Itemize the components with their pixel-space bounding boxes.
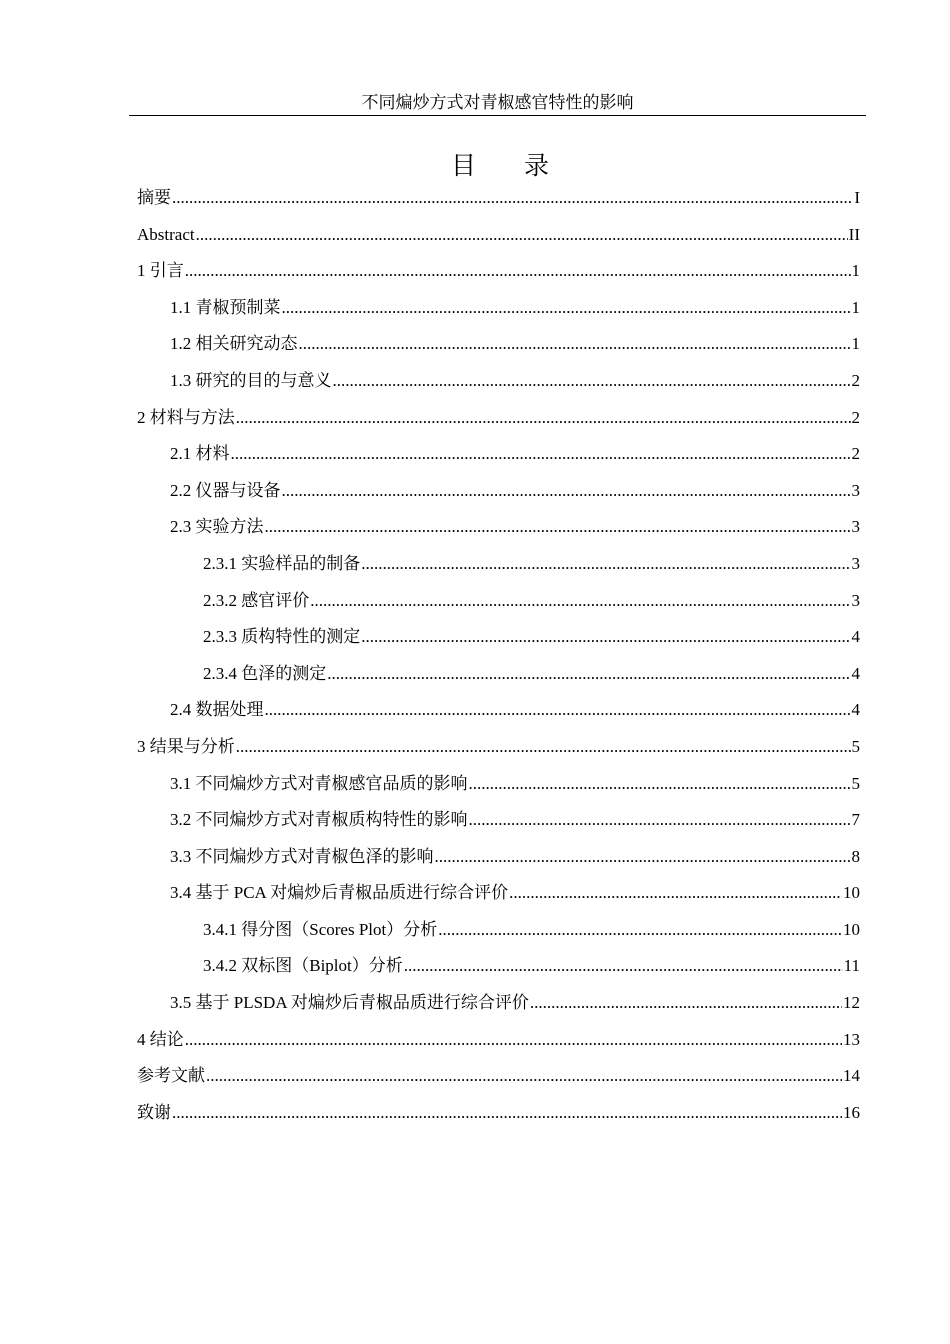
- toc-entry-page: 4: [851, 663, 860, 683]
- toc-entry-label: 2.3.2 感官评价: [203, 590, 310, 610]
- toc-entry[interactable]: [137, 808, 860, 845]
- toc-entry[interactable]: [137, 845, 860, 882]
- dot-leader: [196, 223, 848, 247]
- toc-entry[interactable]: [137, 772, 860, 809]
- toc-entry-page: 2: [851, 407, 860, 427]
- toc-entry[interactable]: [137, 1064, 860, 1101]
- dot-leader: [327, 662, 850, 686]
- toc-entry[interactable]: [137, 186, 860, 223]
- dot-leader: [236, 406, 851, 430]
- toc-entry-label: 2.3.4 色泽的测定: [203, 663, 327, 683]
- toc-entry-label: Abstract: [137, 224, 195, 244]
- dot-leader: [469, 772, 851, 796]
- toc-entry[interactable]: [137, 1101, 860, 1138]
- toc-entry-label: 2.1 材料: [170, 444, 230, 464]
- toc-entry-label: 2 材料与方法: [137, 407, 235, 427]
- dot-leader: [435, 845, 851, 869]
- toc-entry[interactable]: [137, 296, 860, 333]
- toc-entry[interactable]: [137, 881, 860, 918]
- toc-entry-label: 1.2 相关研究动态: [170, 334, 298, 354]
- dot-leader: [469, 808, 851, 832]
- toc-entry[interactable]: [137, 369, 860, 406]
- toc-title: [0, 146, 950, 182]
- toc-entry-label: 3.5 基于 PLSDA 对煸炒后青椒品质进行综合评价: [170, 993, 529, 1013]
- toc-title-char: 目: [450, 151, 476, 180]
- toc-entry-label: 3.3 不同煸炒方式对青椒色泽的影响: [170, 846, 434, 866]
- table-of-contents: [137, 186, 860, 1137]
- toc-entry[interactable]: [137, 954, 860, 991]
- toc-entry-page: 7: [851, 810, 860, 830]
- toc-entry[interactable]: [137, 735, 860, 772]
- toc-entry-label: 3.4 基于 PCA 对煸炒后青椒品质进行综合评价: [170, 883, 509, 903]
- toc-entry-label: 3 结果与分析: [137, 736, 235, 756]
- toc-entry-label: 摘要: [137, 188, 171, 207]
- toc-entry-page: 3: [851, 480, 860, 500]
- toc-entry-page: 1: [851, 334, 860, 354]
- dot-leader: [530, 991, 842, 1015]
- toc-entry[interactable]: [137, 332, 860, 369]
- toc-entry-page: 3: [851, 553, 860, 573]
- dot-leader: [361, 625, 850, 649]
- dot-leader: [404, 954, 843, 978]
- toc-entry-page: 10: [843, 919, 860, 939]
- dot-leader: [236, 735, 851, 759]
- dot-leader: [265, 515, 851, 539]
- toc-title-char: 录: [524, 151, 550, 180]
- header-rule: [129, 115, 866, 116]
- toc-entry-page: 16: [843, 1102, 860, 1122]
- dot-leader: [172, 186, 853, 210]
- toc-entry-page: I: [854, 188, 860, 207]
- toc-entry-page: 5: [851, 773, 860, 793]
- toc-entry[interactable]: [137, 1028, 860, 1065]
- dot-leader: [185, 259, 851, 283]
- toc-entry-page: 5: [851, 736, 860, 756]
- dot-leader: [231, 442, 851, 466]
- toc-entry-page: 2: [851, 444, 860, 464]
- dot-leader: [172, 1101, 842, 1125]
- toc-entry-page: 12: [843, 993, 860, 1013]
- toc-entry-label: 1 引言: [137, 261, 184, 281]
- toc-entry[interactable]: [137, 589, 860, 626]
- toc-entry-page: 10: [843, 883, 860, 903]
- running-header: 不同煸炒方式对青椒感官特性的影响: [361, 93, 634, 112]
- toc-entry-label: 3.1 不同煸炒方式对青椒感官品质的影响: [170, 773, 468, 793]
- toc-entry[interactable]: [137, 698, 860, 735]
- dot-leader: [282, 296, 851, 320]
- toc-entry-label: 2.3 实验方法: [170, 517, 264, 537]
- toc-entry[interactable]: [137, 479, 860, 516]
- toc-entry-label: 1.3 研究的目的与意义: [170, 370, 332, 390]
- toc-entry[interactable]: [137, 259, 860, 296]
- dot-leader: [265, 698, 851, 722]
- toc-entry-label: 2.4 数据处理: [170, 700, 264, 720]
- dot-leader: [333, 369, 851, 393]
- toc-entry[interactable]: [137, 406, 860, 443]
- toc-entry-page: 1: [851, 297, 860, 317]
- toc-entry[interactable]: [137, 625, 860, 662]
- toc-entry-page: II: [848, 224, 860, 244]
- toc-entry-page: 2: [851, 370, 860, 390]
- toc-entry-page: 1: [851, 261, 860, 281]
- toc-entry-page: 13: [843, 1029, 860, 1049]
- toc-entry[interactable]: [137, 223, 860, 260]
- toc-entry-label: 致谢: [137, 1102, 171, 1122]
- toc-entry-page: 14: [843, 1066, 860, 1086]
- dot-leader: [310, 589, 850, 613]
- toc-entry[interactable]: [137, 515, 860, 552]
- toc-entry-label: 2.3.3 质构特性的测定: [203, 627, 361, 647]
- dot-leader: [282, 479, 851, 503]
- toc-entry-label: 3.4.2 双标图（Biplot）分析: [203, 956, 403, 976]
- toc-entry-page: 4: [851, 627, 860, 647]
- toc-entry[interactable]: [137, 552, 860, 589]
- dot-leader: [185, 1028, 842, 1052]
- toc-entry-label: 3.2 不同煸炒方式对青椒质构特性的影响: [170, 810, 468, 830]
- toc-entry-label: 1.1 青椒预制菜: [170, 297, 281, 317]
- dot-leader: [299, 332, 851, 356]
- toc-entry-label: 3.4.1 得分图（Scores Plot）分析: [203, 919, 438, 939]
- toc-entry-label: 4 结论: [137, 1029, 184, 1049]
- toc-entry-page: 3: [851, 590, 860, 610]
- dot-leader: [361, 552, 850, 576]
- toc-entry-page: 3: [851, 517, 860, 537]
- toc-entry-page: 8: [851, 846, 860, 866]
- dot-leader: [438, 918, 842, 942]
- toc-entry-page: 11: [843, 956, 860, 976]
- dot-leader: [509, 881, 842, 905]
- toc-entry[interactable]: [137, 918, 860, 955]
- toc-entry-label: 2.2 仪器与设备: [170, 480, 281, 500]
- toc-entry-label: 参考文献: [137, 1066, 205, 1086]
- toc-entry-label: 2.3.1 实验样品的制备: [203, 553, 361, 573]
- toc-entry-page: 4: [851, 700, 860, 720]
- toc-entry[interactable]: [137, 991, 860, 1028]
- toc-entry[interactable]: [137, 662, 860, 699]
- toc-entry[interactable]: [137, 442, 860, 479]
- dot-leader: [206, 1064, 842, 1088]
